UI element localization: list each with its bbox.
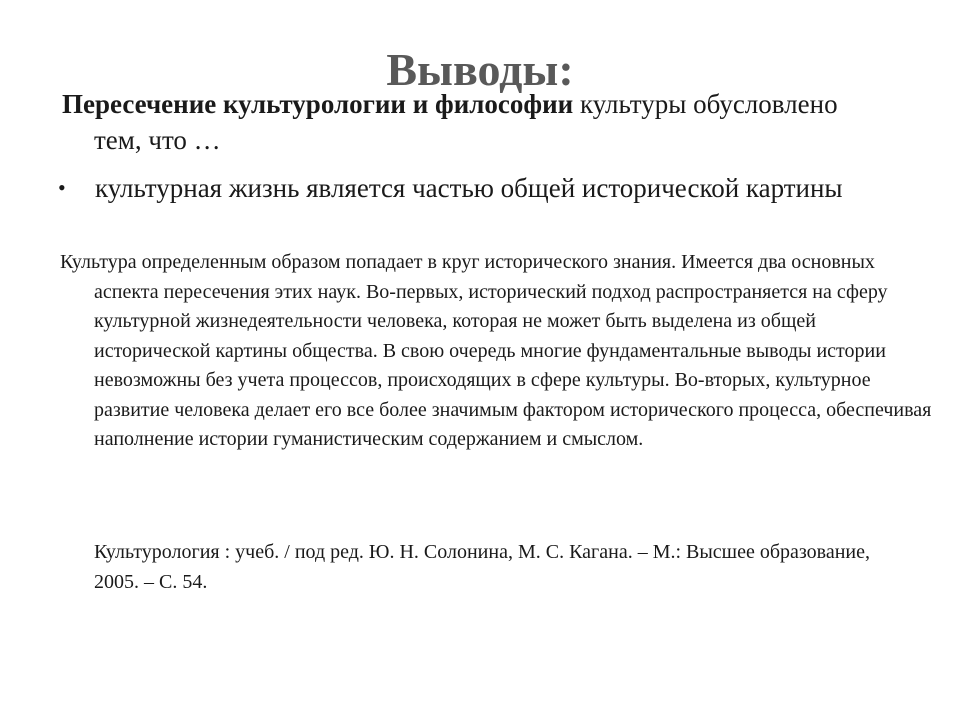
- bullet-text: культурная жизнь является частью общей исторической картины: [95, 173, 843, 203]
- bullet-icon: •: [58, 175, 66, 200]
- body-paragraph: Культура определенным образом попадает в круг исторического знания. Имеется два основных аспекта пересечения этих наук. Во-первых, исторический подход распространяется на сферу культурной жизнедеятельности человека, которая не может быть выделена из общей исторической картины общества. В свою очередь многие фундаментальные выводы истории невозможны без учета процессов, происходящих в сфере культуры. Во-вторых, культурное развитие человека делает его все более значимым фактором исторического процесса, обеспечивая наполнение истории гуманистическим содержанием и смыслом.: [60, 251, 932, 450]
- intro-bold-text: Пересечение культурологии и философии: [62, 89, 574, 119]
- citation: Культурология : учеб. / под ред. Ю. Н. Солонина, М. С. Кагана. – М.: Высшее образование, 2005. – С. 54.: [94, 541, 871, 593]
- intro-rest-text: культуры обусловлено тем, что …: [94, 89, 838, 155]
- intro-text: [62, 86, 854, 158]
- slide-title: Выводы:: [386, 44, 574, 95]
